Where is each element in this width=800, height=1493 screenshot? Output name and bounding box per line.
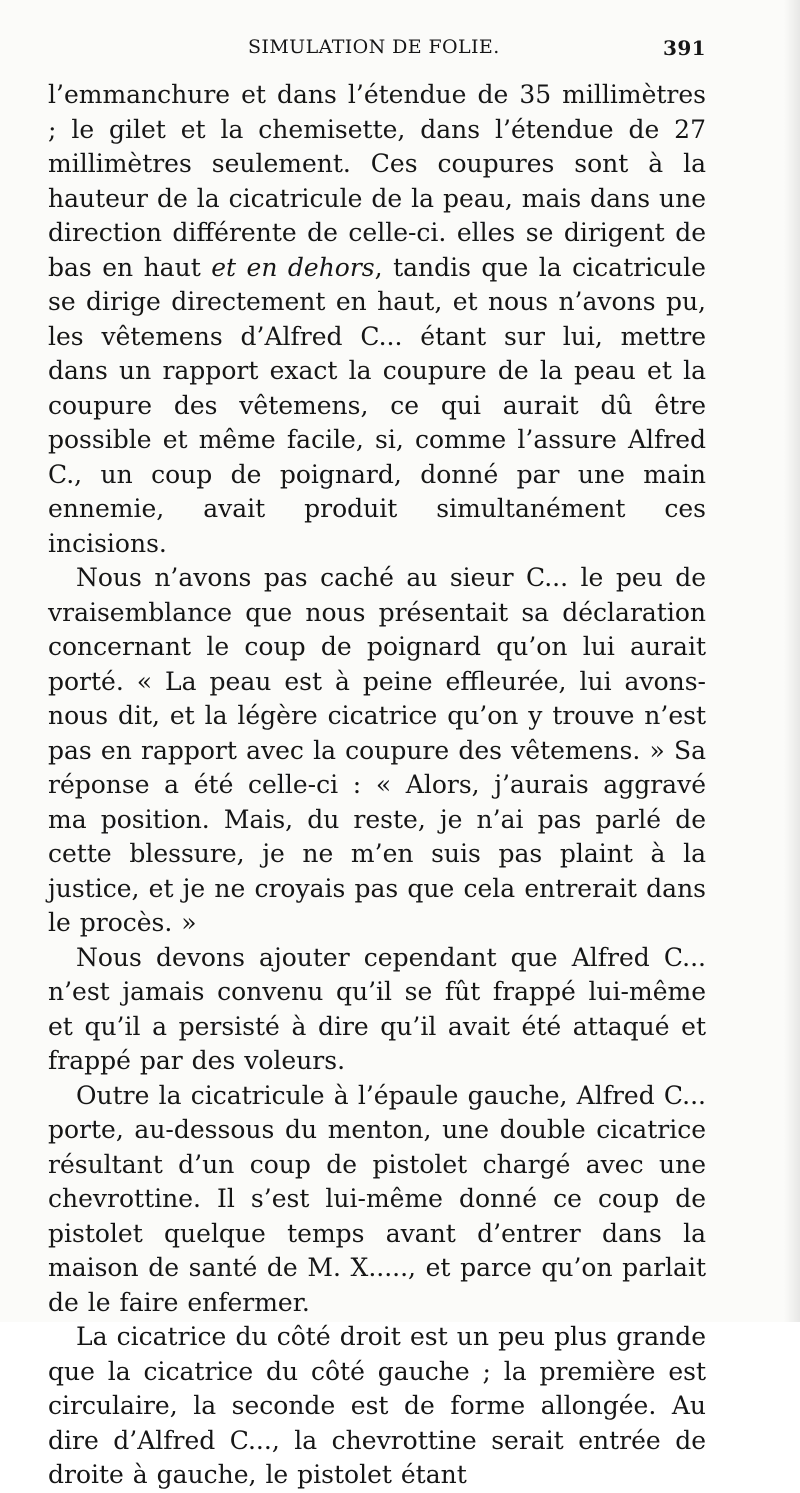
page-number: 391 bbox=[663, 36, 706, 60]
paragraph-1-part-1: l’emmanchure et dans l’étendue de 35 millimètres ; le gilet et la chemisette, dans l’étendue de 27 millimètres seulement. Ces coupures sont à la hauteur de la cicatricule de la peau, mais dans une direction différente de celle-ci. elles se dirigent de bas en haut bbox=[48, 80, 706, 282]
paragraph-3: Nous devons ajouter cependant que Alfred C... n’est jamais convenu qu’il se fût frappé lui-même et qu’il a persisté à dire qu’il avait été attaqué et frappé par des voleurs. bbox=[48, 942, 706, 1075]
paragraph-5: La cicatrice du côté droit est un peu plus grande que la cicatrice du côté gauche ; la première est circulaire, la seconde est de forme allongée. Au dire d’Alfred C..., la chevrottine serait entrée de droite à gauche, le pistolet étant bbox=[48, 1322, 706, 1489]
paragraph-1-part-2: , tandis que la cicatricule se dirige directement en haut, et nous n’avons pu, les vêtemens d’Alfred C... étant sur lui, mettre dans un rapport exact la coupure de la peau et la coupure des vêtemens, ce qui aurait dû être possible et même facile, si, comme l’assure Alfred C., un coup de poignard, donné par une main ennemie, avait produit simultanément ces incisions. bbox=[48, 252, 706, 558]
body-text bbox=[48, 78, 706, 1493]
italic-phrase: et en dehors bbox=[211, 252, 375, 282]
paragraph-2: Nous n’avons pas caché au sieur C... le peu de vraisemblance que nous présentait sa déclaration concernant le coup de poignard qu’on lui aurait porté. « La peau est à peine effleurée, lui avons-nous dit, et la légère cicatrice qu’on y trouve n’est pas en rapport avec la coupure des vêtemens. » Sa réponse a été celle-ci : « Alors, j’aurais aggravé ma position. Mais, du reste, je n’ai pas parlé de cette blessure, je ne m’en suis pas plaint à la justice, et je ne croyais pas que cela entrerait dans le procès. » bbox=[48, 563, 706, 937]
paragraph-4: Outre la cicatricule à l’épaule gauche, Alfred C... porte, au-dessous du menton, une double cicatrice résultant d’un coup de pistolet chargé avec une chevrottine. Il s’est lui-même donné ce coup de pistolet quelque temps avant d’entrer dans la maison de santé de M. X....., et parce qu’on parlait de le faire enfermer. bbox=[48, 1080, 706, 1317]
paragraph-1 bbox=[48, 78, 706, 561]
running-header bbox=[48, 32, 706, 78]
running-title: SIMULATION DE FOLIE. bbox=[248, 36, 500, 58]
